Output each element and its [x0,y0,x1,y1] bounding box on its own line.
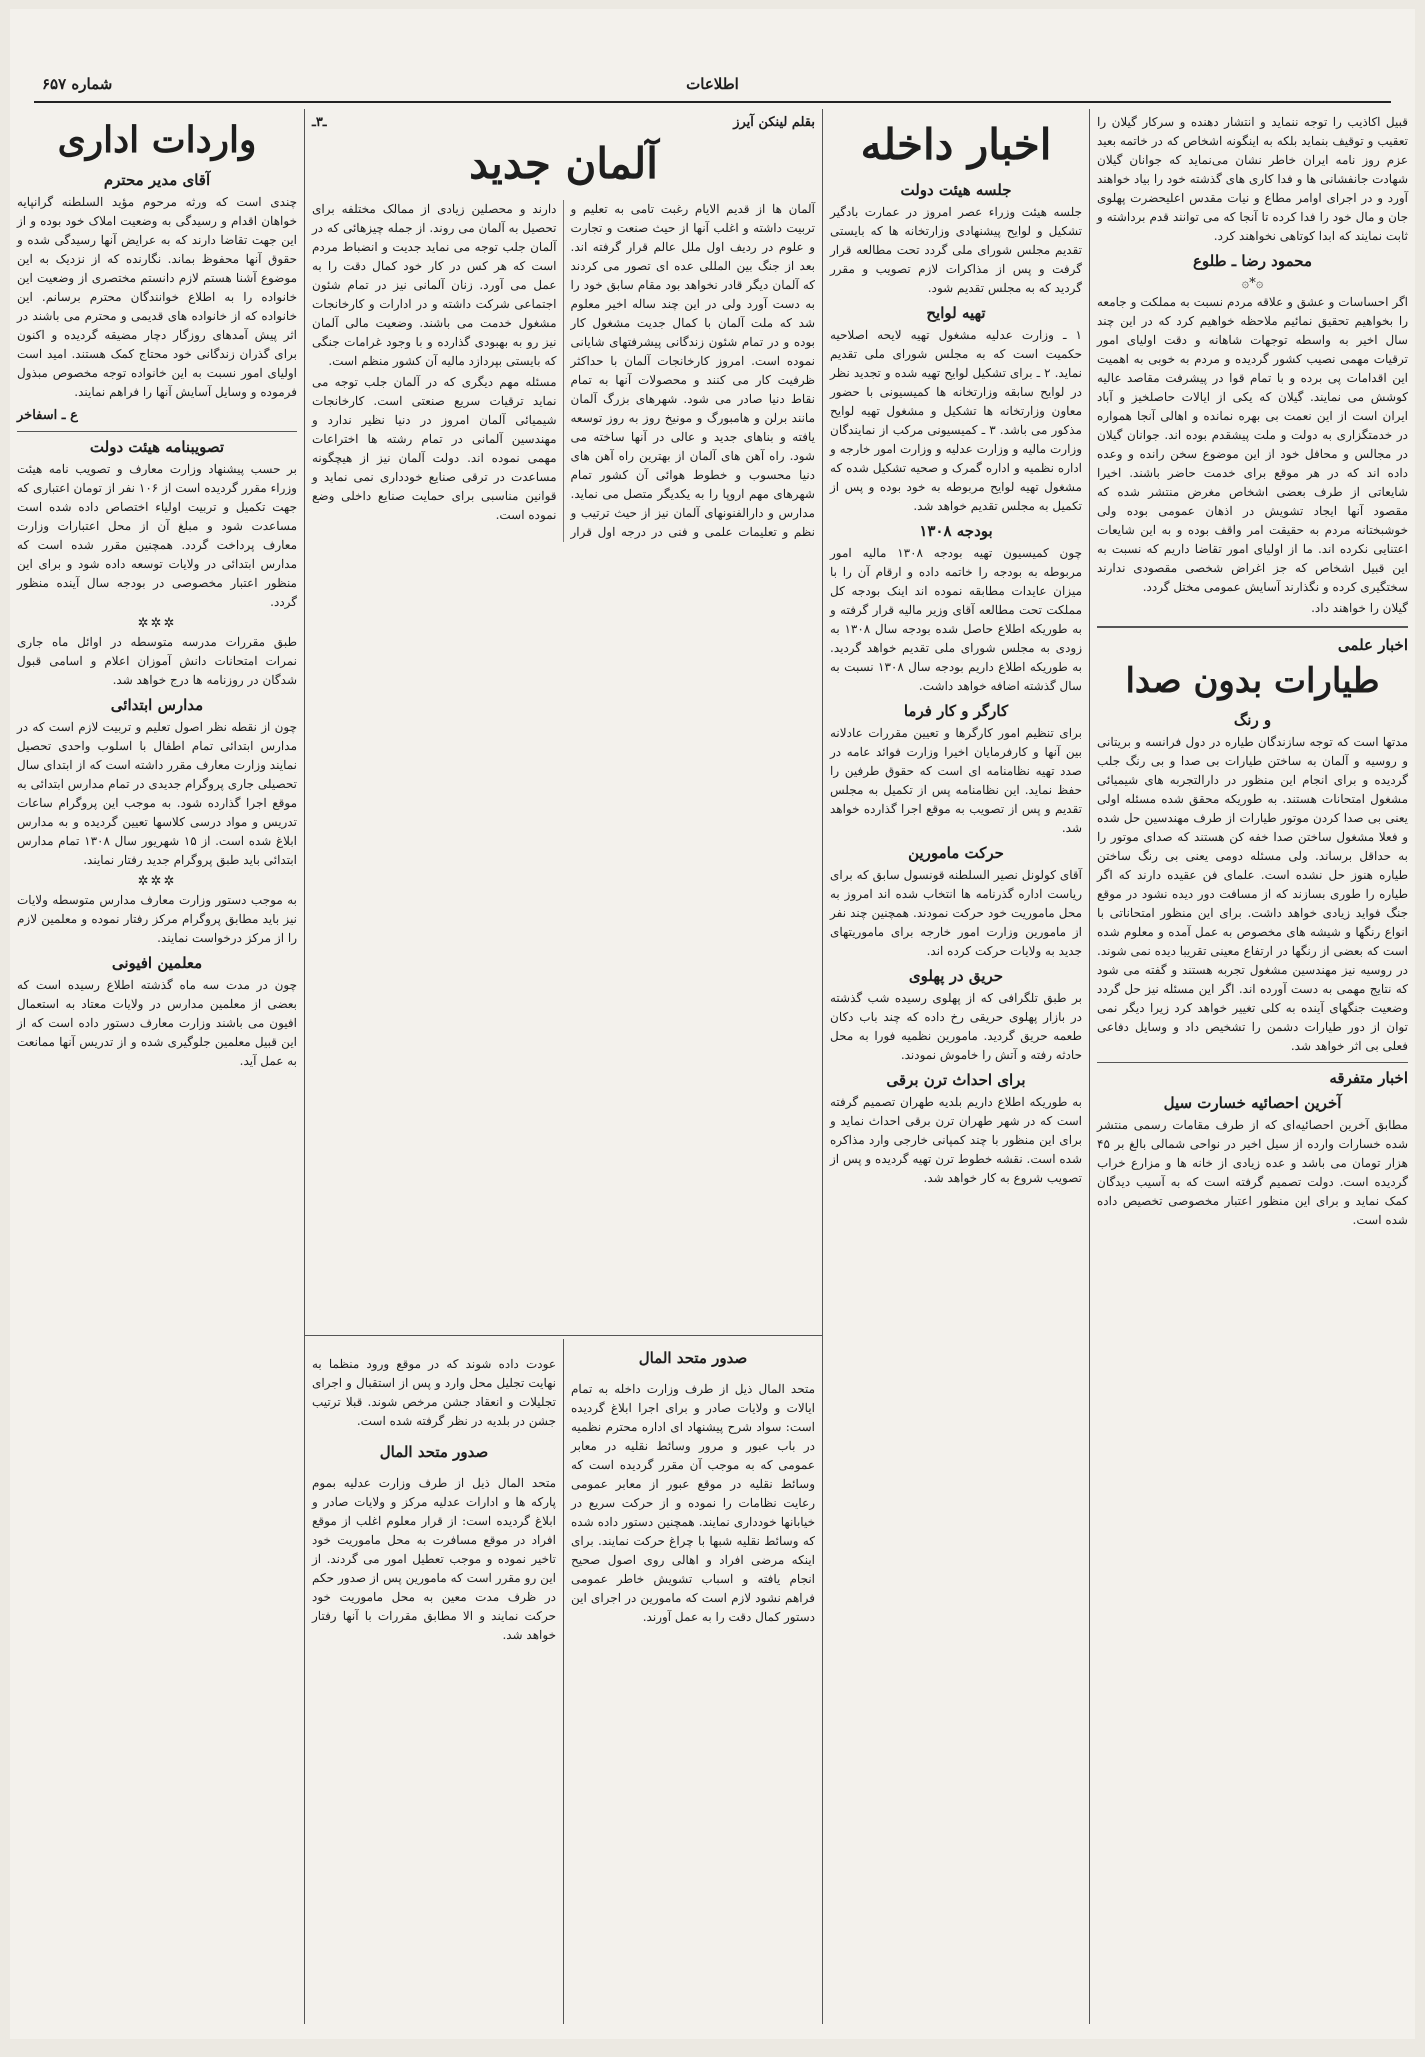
ornament-2: ✲✲✲ [137,874,177,889]
cabinet-title: جلسه هیئت دولت [900,181,1012,199]
teachers-title: معلمین افیونی [111,954,203,972]
secondary-schools-body: به موجب دستور وزارت معارف مدارس متوسطه ولایات نیز باید مطابق پروگرام مرکز رفتار نموده و معلمین لازم را از مرکز درخواست نمایند. [17,893,297,945]
article-body: آلمان ها از قدیم الایام رغبت تامی به تعلیم و تربیت داشته و اغلب آنها از حیث صنعت و تجارت و علوم در ردیف اول ملل عالم قرار گرفته اند. بعد از جنگ بین المللی عده ای تصور می کردند که آلمان دیگر قادر نخواهد بود مقام سابق خود را به دست آورد ولی در این چند ساله اخیر معلوم شد که ملت آلمان با کمال جدیت مشغول کار بوده و در تمام شئون زندگانی پیشرفتهای شایانی نموده است. امروز کارخانجات آلمان با حداکثر ظرفیت کار می کنند و محصولات آنها به تمام نقاط دنیا صادر می شود. شهرهای بزرگ آلمان مانند برلن و هامبورگ و مونیخ روز به روز توسعه یافته و بناهای جدید و عالی در آنها ساخته می شود. راه آهن های آلمان از بهترین راه آهن های دنیا محسوب و خطوط هوائی آن کشور تمام شهرهای مهم اروپا را به یکدیگر متصل می نماید. مدارس و دارالفنونهای آلمان نیز از حیث ترتیب و نظم و تعلیمات علمی و فنی در درجه اول قرار دارند و محصلین زیادی از ممالک مختلفه برای تحصیل به آلمان می روند. از جمله چیزهائی که در آلمان جلب توجه می نماید جدیت و انضباط مردم است که هر کس در کار خود کمال دقت را به عمل می آورد. زنان آلمانی نیز در تمام شئون اجتماعی شرکت داشته و در ادارات و کارخانجات مشغول خدمت می باشند. وضعیت مالی آلمان نیز رو به بهبودی گذارده و با وجود غرامات جنگی که بایستی بپردازد مالیه آن کشور منظم است. [312,202,815,539]
article-body: اگر احساسات و عشق و علاقه مردم نسبت به مملکت و جامعه را بخواهیم تحقیق نمائیم ملاحظه خواهیم کرد که در این چند سال اخیر به واسطه توجهات شاهانه و دقت اولیای امور ترقیات مهمی نصیب کشور گردیده و مردم به خوبی به اهمیت این اقدامات پی برده و با تمام قوا در پیشرفت مقاصد عالیه کوشش می نمایند. گیلان که یکی از ایالات حاصلخیز و آباد ایران است از این نعمت بی بهره نمانده و اهالی آنجا همواره در خدمتگزاری به دولت و ملت پیشقدم بوده اند. جوانان گیلان در مجالس و محافل خود از این موضوع سخن رانده و وعده داده اند که در هر موقع برای خدمت حاضر باشند. اخیرا شایعاتی از طرف بعضی اشخاص مغرض منتشر شده که مقصود آنها ایجاد تشویش در اذهان عمومی بوده ولی خوشبختانه مردم به حقیقت امر واقف بوده و به این شایعات اعتنایی نکرده اند. ما از اولیای امور تقاضا داریم که نسبت به این قبیل اشخاص که جز اغراض شخصی مقصودی ندارند سختگیری کرده و نگذارند آسایش عمومی مختل گردد. [1097,295,1408,594]
article-end: گیلان را خواهند داد. [1311,601,1408,615]
issue-number: شماره ۶۵۷ [42,75,113,93]
section-divider [1097,626,1408,628]
circular-title: صدور متحد المال [638,1349,748,1367]
column-right [1090,109,1415,2024]
budget-body: چون کمیسیون تهیه بودجه ۱۳۰۸ مالیه امور مربوطه به بودجه را خاتمه داده و ارقام آن را با میزان عایدات مطابقه نموده اند اینک بودجه کل مملکت تحت مطالعه آقای وزیر مالیه قرار گرفته و به طوریکه اطلاع حاصل شده بودجه سال ۱۳۰۸ به زودی به مجلس شورای ملی تقدیم خواهد گردید. به طوریکه اطلاع داریم بودجه سال ۱۳۰۸ نسبت به سال گذشته اضافه خواهد داشت. [830,546,1083,693]
cabinet-body: جلسه هیئت وزراء عصر امروز در عمارت بادگیر تشکیل و لوایح پیشنهادی وزارتخانه ها که بایستی تقدیم مجلس شورای ملی گردد تحت مطالعه قرار گرفت و پس از مذاکرات لازم تصویب و مقرر گردید که به مجلس تقدیم شود. [830,205,1082,295]
article-title: آلمان جدید [469,139,658,188]
note-body: طبق مقررات مدرسه متوسطه در اوائل ماه جاری نمرات امتحانات دانش آموزان اعلام و اسامی قبول شدگان در روزنامه ها درج خواهد شد. [17,635,297,687]
section-title: محمود رضا ـ طلوع [1192,252,1313,270]
intro-text: قبیل اکاذیب را توجه ننماید و انتشار دهنده و سرکار گیلان را تعقیب و توقیف بنماید بلکه به اینگونه اشخاص که در خاتمه بعید عزم روز نامه ایران خاطر نشان می‌نماید که جوانان گیلان شهادت جانفشانی ها و فدا کاری های گذشته خود را بیاد خواهند آورد و در اجرای اوامر مطاع و نیات مقدس اعلیحضرت پهلوی جان و مال خود را فدا کرده تا آنجا که می توانند قدم برداشته و ثابت نمایند که ابدا کوتاهی نخواهند کرد. [1097,115,1408,243]
science-tag: اخبار علمی [1337,636,1408,654]
tram-body: به طوریکه اطلاع داریم بلدیه طهران تصمیم گرفته است که در شهر طهران ترن برقی احداث نماید و برای این منظور با چند کمپانی خارجی وارد مذاکره شده است. نقشه خطوط ترن تهیه گردیده و پس از تصویب شروع به کار خواهد شد. [830,1095,1082,1185]
ornament: ✲✲✲ [137,616,177,631]
misc-tag: اخبار متفرقه [1329,1069,1408,1087]
salutation: آقای مدیر محترم [103,171,211,189]
decree-title: تصویبنامه هیئت دولت [89,438,225,456]
article-body-2: مسئله مهم دیگری که در آلمان جلب توجه می نماید ترقیات سریع صنعتی است. کارخانجات شیمیائی آلمان امروز در دنیا نظیر ندارد و مهندسین آلمانی در تمام رشته ها اختراعات مهمی نموده اند. دولت آلمان نیز از هیچگونه مساعدت در ترقی صنایع خودداری نمی نماید و قوانین مناسبی برای حمایت صنایع داخلی وضع نموده است. [312,375,557,522]
signature: ع ـ اسفاخر [17,408,78,423]
labor-body: برای تنظیم امور کارگرها و تعیین مقررات عادلانه بین آنها و کارفرمایان اخیرا وزارت فوائد عامه در صدد تهیه نظامنامه ای است که حقوق طرفین را حفظ نماید. این نظامنامه پس از تکمیل به مجلس تقدیم و پس از تصویب به موقع اجرا گذارده خواهد شد. [830,726,1082,835]
article-columns [312,200,815,542]
column-admin [10,109,304,2024]
circular-justice [305,1339,563,2024]
officials-body: آقای کولونل نصیر السلطنه قونسول سابق که برای ریاست اداره گذرنامه ها انتخاب شده اند امروز به محل ماموریت خود حرکت نمودند. همچنین چند نفر از مامورین وزارت امور خارجه برای ماموریتهای جدید به ولایات حرکت کرده اند. [830,868,1082,958]
circular-intro: عودت داده شوند که در موقع ورود منظما به نهایت تجلیل محل وارد و پس از استقبال و اجرای تجلیلات و انعقاد جشن مرخص شوند. قبلا ترتیب جشن در بلدیه در نظر گرفته شده است. [312,1357,556,1428]
letter-body: چندی است که ورثه مرحوم مؤید السلطنه گرانپایه خواهان اقدام و رسیدگی به وضعیت املاک خود بوده و از این جهت تقاضا دارند که به عرایض آنها رسیدگی شده و حقوق آنها محفوظ بماند. نگارنده که از نزدیک به این موضوع آشنا هستم لازم دانستم مختصری از وضعیت این خانواده را به اطلاع خوانندگان محترم برسانم. این خانواده که از خانواده های قدیمی و محترم می باشند در اثر پیش آمدهای روزگار دچار مضیقه گردیده و اکنون برای گذران زندگانی خود محتاج کمک هستند. امید است اولیای امور نسبت به این خانواده توجه مخصوص مبذول فرموده و وسایل آسایش آنها را فراهم نمایند. [17,195,297,399]
tram-title: برای احداث ترن برقی [886,1071,1026,1089]
masthead-title: اطلاعات [686,75,739,93]
section-divider [1097,1062,1408,1063]
column-domestic [823,109,1089,2024]
teachers-body: چون در مدت سه ماه گذشته اطلاع رسیده است که بعضی از معلمین مدارس در ولایات معتاد به استعمال افیون می باشند وزارت معارف دستور داده است که از این قبیل معلمین جلوگیری شده و از تدریس آنها ممانعت به عمل آید. [17,978,297,1068]
column-rule [563,1339,564,2024]
section-divider [17,431,297,432]
newspaper-page [10,9,1415,2039]
section-divider [305,1335,822,1336]
admin-title: واردات اداری [57,119,257,161]
fire-body: بر طبق تلگرافی که از پهلوی رسیده شب گذشته در بازار پهلوی حریقی رخ داده که چند باب دکان طعمه حریق گردید. مامورین نظمیه فورا به محل حادثه رفته و آتش را خاموش نمودند. [830,991,1082,1062]
officials-title: حرکت مامورین [908,844,1004,862]
science-body: مدتها است که توجه سازندگان طیاره در دول فرانسه و بریتانی و روسیه و آلمان به ساختن طیارات بی صدا و بی رنگ جلب گردیده و برای انجام این منظور در دارالتجربه های شیمیائی مشغول امتحانات هستند. به طوریکه محقق شده مسئله اولی یعنی بی صدا کردن موتور طیارات از طرف مهندسین حل شده و فعلا مشغول ساختن صدا خفه کن هستند که صدای موتور را به حداقل برساند. ولی مسئله دومی یعنی بی رنگ ساختن طیاره هنوز حل نشده است. علمای فن عقیده دارند که اگر طیاره را طوری بسازند که از مسافت دور دیده نشود در موقع جنگ فواید زیادی خواهد داشت. برای این منظور امتحاناتی با انواع رنگها و شیشه های مخصوص به عمل آمده و معلوم شده است که بعضی از رنگها در ارتفاع معینی تقریبا دیده نمی شوند. در روسیه نیز مهندسین مشغول تجربه هستند و گفته می شود که نتایج مهمی به دست آورده اند. اگر این مسئله نیز حل گردد وضعیت جنگهای آینده به کلی تغییر خواهد کرد زیرا دیگر نمی توان از دور طیارات دشمن را تشخیص داد و وسایل دفاعی فعلی بی اثر خواهد شد. [1097,735,1409,1053]
bills-title: تهیه لوایح [926,304,986,322]
primary-schools-body: چون از نقطه نظر اصول تعلیم و تربیت لازم است که در مدارس ابتدائی تمام اطفال با اسلوب واحدی تحصیل نمایند وزارت معارف مقرر داشته است که از ابتدای سال تحصیلی جاری پروگرام جدیدی در تمام مدارس ابتدائی به موقع اجرا گذارده شود. به موجب این پروگرام ساعات تدریس و مواد درسی کلاسها تعیین گردیده و به مدارس ابلاغ شده است. از ۱۵ شهریور سال ۱۳۰۸ تمام مدارس ابتدائی باید طبق پروگرام جدید رفتار نمایند. [17,720,297,867]
masthead [34,69,1391,103]
byline: بقلم لینکن آیرز [733,115,815,130]
labor-title: کارگر و کار فرما [903,702,1009,720]
primary-schools-title: مدارس ابتدائی [110,696,204,714]
misc-title: آخرین احصائیه خسارت سیل [1163,1094,1342,1112]
science-title: طیارات بدون صدا [1125,661,1380,701]
ornament: ۞*۞ [1241,276,1264,291]
circular-body-2: متحد المال ذیل از طرف وزارت عدلیه بموم پارکه ها و ادارات عدلیه مرکز و ولایات صادر و ابلاغ گردیده است: از قرار معلوم اغلب از موقع افراد در موقع مسافرت به محل ماموریت خود تاخیر نموده و موجب تعطیل امور می گردند. از این رو مقرر است که مامورین پس از صدور حکم در ظرف مدت معین به محل ماموریت خود حرکت نمایند و الا مطابق مقررات با آنها رفتار خواهد شد. [312,1476,556,1642]
science-subtitle: و رنگ [1233,711,1272,729]
article-header [312,113,815,132]
misc-body: مطابق آخرین احصائیه‌ای که از طرف مقامات رسمی منتشر شده خسارات وارده از سیل اخیر در نواحی شمالی بالغ بر ۴۵ هزار تومان می باشد و عده زیادی از خانه ها و مزارع خراب گردیده است. دولت تصمیم گرفته است که به آسیب دیدگان کمک نماید و برای این منظور اعتبار مخصوصی تخصیص داده شده است. [1097,1118,1408,1227]
circular-interior [564,1339,822,2024]
column-article [305,109,822,1334]
domestic-news-title: اخبار داخله [860,120,1052,169]
fire-title: حریق در پهلوی [908,967,1004,985]
budget-title: بودجه ۱۳۰۸ [919,522,993,540]
circular-title-2: صدور متحد المال [379,1443,489,1461]
page-number: ـ۳ـ [312,115,327,130]
decree-body: بر حسب پیشنهاد وزارت معارف و تصویب نامه هیئت وزراء مقرر گردیده است از ۱۰۶ نفر از تومان اعتباری که جهت تکمیل و تربیت اولیاء اختصاص داده شده است مساعدت شود و مبلغ آن از محل اعتبارات وزارت معارف پرداخت گردد. همچنین مقرر شده است که مدارس ابتدائی در ولایات توسعه داده شود و برای این منظور اعتبار مخصوصی در بودجه سال آینده منظور گردد. [17,462,297,609]
circular-body: متحد المال ذیل از طرف وزارت داخله به تمام ایالات و ولایات صادر و برای اجرا ابلاغ گردیده است: سواد شرح پیشنهاد ای اداره محترم نظمیه در باب عبور و مرور وسائط نقلیه در معابر عمومی که به موجب آن مقرر گردیده است که وسائط نقلیه در موقع عبور از معابر عمومی رعایت نظامات را نموده و از حرکت سریع در خیابانها خودداری نمایند. همچنین دستور داده شده که وسائط نقلیه شبها با چراغ حرکت نمایند. برای اینکه مرضی افراد و اهالی روی اصول صحیح انجام یافته و اسباب تشویش خاطر عمومی فراهم نشود لازم است که مامورین در اجرای این دستور کمال دقت را به عمل آورند. [571,1382,815,1624]
bills-body: ۱ ـ وزارت عدلیه مشغول تهیه لایحه اصلاحیه حکمیت است که به مجلس شورای ملی تقدیم نماید. ۲ ـ برای تشکیل لوایح تهیه شده و تجدید نظر در لوایح سابقه وزارتخانه ها کمیسیونی با حضور معاون وزارتخانه ها تشکیل و مشغول تهیه لوایح مذکور می باشد. ۳ ـ کمیسیونی مرکب از نمایندگان وزارت مالیه و وزارت عدلیه و وزارت امور خارجه و اداره نظمیه و اداره گمرک و صحیه تشکیل شده که مشغول تهیه لوایح مربوطه به خود بوده و پس از تکمیل به مجلس تقدیم خواهد شد. [830,328,1082,513]
